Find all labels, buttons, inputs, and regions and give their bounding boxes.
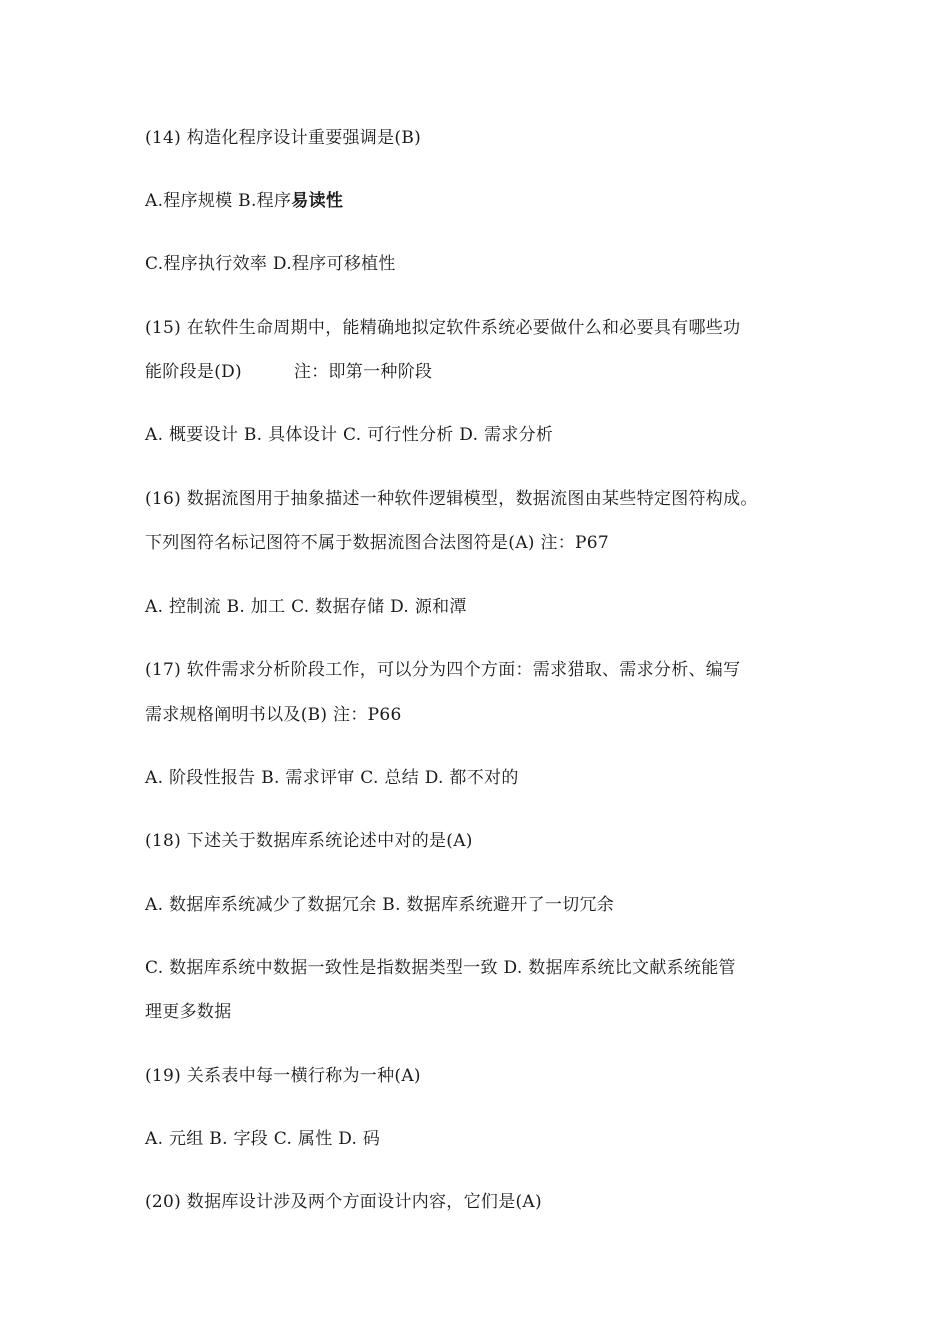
question-16-stem-line1: (16) 数据流图用于抽象描述一种软件逻辑模型，数据流图由某些特定图符构成。 — [145, 489, 758, 509]
question-18-options-cd: C. 数据库系统中数据一致性是指数据类型一致 D. 数据库系统比文献系统能管 — [145, 958, 736, 978]
question-14-options-ab — [145, 189, 835, 213]
question-20-stem: (20) 数据库设计涉及两个方面设计内容，它们是(A) — [145, 1192, 542, 1212]
question-15-stem-line2: 能阶段是(D) 注：即第一种阶段 — [145, 362, 433, 382]
question-17-options: A. 阶段性报告 B. 需求评审 C. 总结 D. 都不对的 — [145, 768, 519, 788]
question-14-highlight: 易读性 — [291, 191, 344, 211]
question-16-stem-line2: 下列图符名标记图符不属于数据流图合法图符是(A) 注：P67 — [145, 533, 610, 553]
question-18-options-cd-cont: 理更多数据 — [145, 1002, 232, 1022]
question-14-options-cd: C.程序执行效率 D.程序可移植性 — [145, 254, 396, 274]
question-15-stem-line1: (15) 在软件生命周期中，能精确地拟定软件系统必要做什么和必要具有哪些功 — [145, 318, 741, 338]
question-14-options-ab-text: A.程序规模 B.程序 — [145, 191, 292, 211]
question-18-stem: (18) 下述关于数据库系统论述中对的是(A) — [145, 831, 473, 851]
question-15-options: A. 概要设计 B. 具体设计 C. 可行性分析 D. 需求分析 — [145, 425, 554, 445]
question-17-stem-line1: (17) 软件需求分析阶段工作，可以分为四个方面：需求猎取、需求分析、编写 — [145, 660, 741, 680]
question-18-options-ab: A. 数据库系统减少了数据冗余 B. 数据库系统避开了一切冗余 — [145, 895, 615, 915]
question-19-options: A. 元组 B. 字段 C. 属性 D. 码 — [145, 1129, 381, 1149]
question-14-stem: (14) 构造化程序设计重要强调是(B) — [145, 128, 422, 148]
question-16-options: A. 控制流 B. 加工 C. 数据存储 D. 源和潭 — [145, 597, 467, 617]
question-17-stem-line2: 需求规格阐明书以及(B) 注：P66 — [145, 705, 402, 725]
question-19-stem: (19) 关系表中每一横行称为一种(A) — [145, 1066, 421, 1086]
